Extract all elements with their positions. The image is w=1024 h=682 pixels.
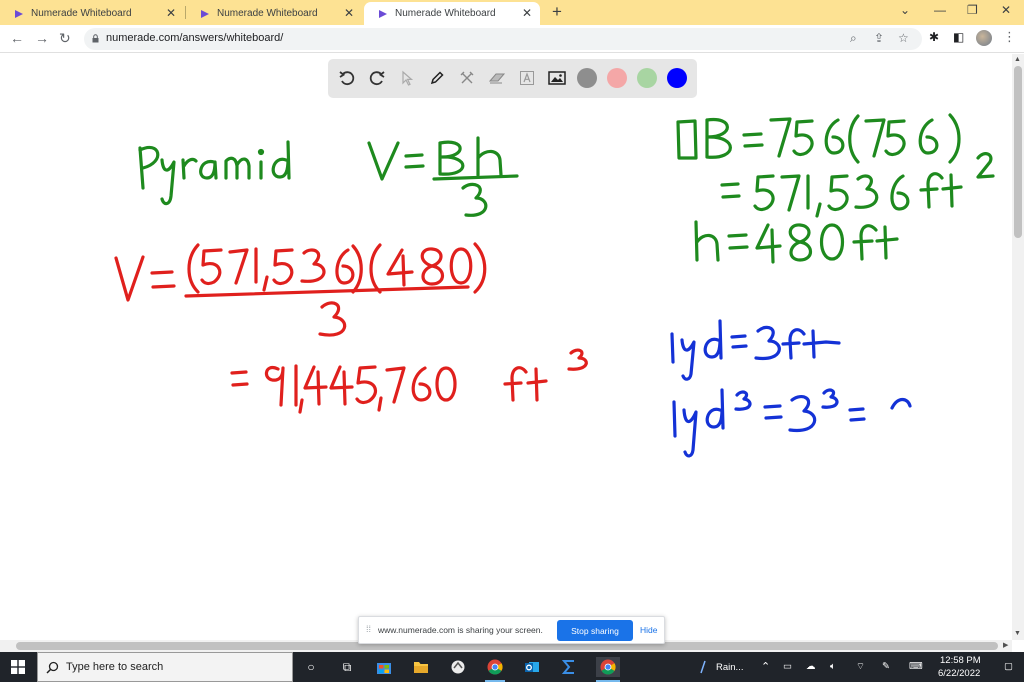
numerade-favicon-icon	[378, 9, 388, 19]
cortana-icon[interactable]: ○	[307, 660, 315, 674]
weather-text[interactable]: Rain...	[716, 662, 744, 673]
hide-banner-button[interactable]: Hide	[640, 625, 658, 635]
keyboard-icon[interactable]: ⌨	[909, 661, 923, 672]
windows-taskbar	[0, 652, 1024, 682]
new-tab-button[interactable]: +	[552, 2, 562, 21]
tab-title: Numerade Whiteboard	[217, 8, 318, 19]
restore-icon[interactable]: ❐	[967, 3, 978, 17]
back-icon[interactable]: ←	[10, 30, 24, 46]
scroll-down-icon[interactable]: ▼	[1014, 630, 1021, 637]
ink-unit-conversion	[672, 321, 910, 456]
close-window-icon[interactable]: ✕	[1001, 3, 1012, 17]
url-text: numerade.com/answers/whiteboard/	[106, 32, 284, 44]
whiteboard-toolbar	[328, 59, 697, 98]
search-icon	[46, 661, 59, 674]
vertical-scroll-thumb[interactable]	[1014, 66, 1022, 238]
bookmark-star-icon[interactable]: ☆	[898, 31, 909, 45]
close-tab-icon[interactable]: ✕	[521, 6, 532, 20]
ink-base-area	[678, 115, 993, 216]
extensions-icon[interactable]: ✱	[929, 30, 940, 44]
pen-workspace-icon[interactable]: ✎	[882, 661, 890, 672]
share-icon[interactable]: ⇪	[874, 31, 885, 45]
clock-date[interactable]: 6/22/2022	[938, 668, 981, 679]
chrome-active-icon[interactable]	[596, 657, 620, 677]
drag-handle-icon[interactable]: ⁞⁞	[366, 624, 372, 634]
wifi-icon[interactable]: ⌔	[856, 661, 865, 672]
outlook-icon[interactable]	[522, 657, 542, 677]
minimize-icon[interactable]: —	[934, 3, 946, 17]
numerade-favicon-icon	[200, 9, 210, 19]
tools-icon[interactable]	[456, 67, 478, 89]
pen-icon[interactable]	[426, 67, 448, 89]
browser-tab-active[interactable]	[364, 2, 540, 25]
browser-tab[interactable]	[186, 2, 362, 25]
color-swatch-light-green[interactable]	[637, 68, 657, 88]
image-icon[interactable]	[546, 67, 568, 89]
sticky-app-icon[interactable]	[448, 657, 468, 677]
handwritten-work	[0, 100, 1012, 640]
sigma-app-icon[interactable]	[559, 657, 579, 677]
browser-toolbar	[0, 25, 1024, 53]
onedrive-icon[interactable]: ☁	[806, 661, 816, 672]
ink-volume-substitution	[116, 244, 586, 412]
forward-icon[interactable]: →	[35, 30, 49, 46]
side-panel-icon[interactable]: ◧	[953, 30, 965, 44]
ink-height	[696, 222, 897, 262]
show-hidden-icons-icon[interactable]: ⌃	[761, 661, 771, 673]
text-icon[interactable]	[516, 67, 538, 89]
close-tab-icon[interactable]: ✕	[343, 6, 354, 20]
eraser-icon[interactable]	[486, 67, 508, 89]
reload-icon[interactable]: ↻	[59, 30, 71, 46]
numerade-favicon-icon	[14, 9, 24, 19]
vertical-scrollbar[interactable]	[1012, 54, 1024, 640]
windows-start-icon[interactable]	[8, 657, 28, 677]
taskbar-search-box[interactable]	[37, 652, 293, 682]
clock-time[interactable]: 12:58 PM	[940, 655, 981, 666]
ink-pyramid-formula	[140, 138, 517, 215]
task-view-icon[interactable]: ⧉	[342, 659, 352, 674]
screen-sharing-banner	[358, 616, 665, 644]
close-tab-icon[interactable]: ✕	[165, 6, 176, 20]
color-swatch-pink[interactable]	[607, 68, 627, 88]
zoom-icon[interactable]: ⌕	[850, 31, 857, 45]
address-bar[interactable]	[84, 28, 922, 50]
browser-menu-icon[interactable]: ⋮	[1003, 29, 1016, 44]
redo-icon[interactable]	[366, 67, 388, 89]
tab-title: Numerade Whiteboard	[395, 8, 496, 19]
microsoft-store-icon[interactable]	[374, 657, 394, 677]
browser-tab-strip	[0, 0, 1024, 25]
volume-icon[interactable]: 🔈︎	[830, 661, 836, 672]
profile-avatar[interactable]	[976, 30, 992, 46]
scroll-right-icon[interactable]: ▶	[1003, 642, 1009, 649]
browser-tab[interactable]	[0, 2, 184, 25]
scroll-up-icon[interactable]: ▲	[1014, 56, 1021, 63]
battery-icon[interactable]: ▭	[783, 661, 792, 672]
color-swatch-gray[interactable]	[577, 68, 597, 88]
search-placeholder: Type here to search	[66, 661, 164, 673]
notifications-icon[interactable]: ▢	[1004, 661, 1013, 672]
tab-search-icon[interactable]: ⌄	[900, 3, 911, 17]
undo-icon[interactable]	[336, 67, 358, 89]
sharing-message: www.numerade.com is sharing your screen.	[378, 625, 543, 635]
tab-title: Numerade Whiteboard	[31, 8, 132, 19]
stop-sharing-button[interactable]: Stop sharing	[557, 620, 633, 641]
chrome-icon[interactable]	[485, 657, 505, 677]
rain-weather-icon[interactable]	[697, 657, 709, 677]
lock-icon	[92, 34, 99, 43]
whiteboard-canvas[interactable]	[0, 100, 1012, 640]
select-icon[interactable]	[396, 67, 418, 89]
color-swatch-blue[interactable]	[667, 68, 687, 88]
file-explorer-icon[interactable]	[411, 657, 431, 677]
